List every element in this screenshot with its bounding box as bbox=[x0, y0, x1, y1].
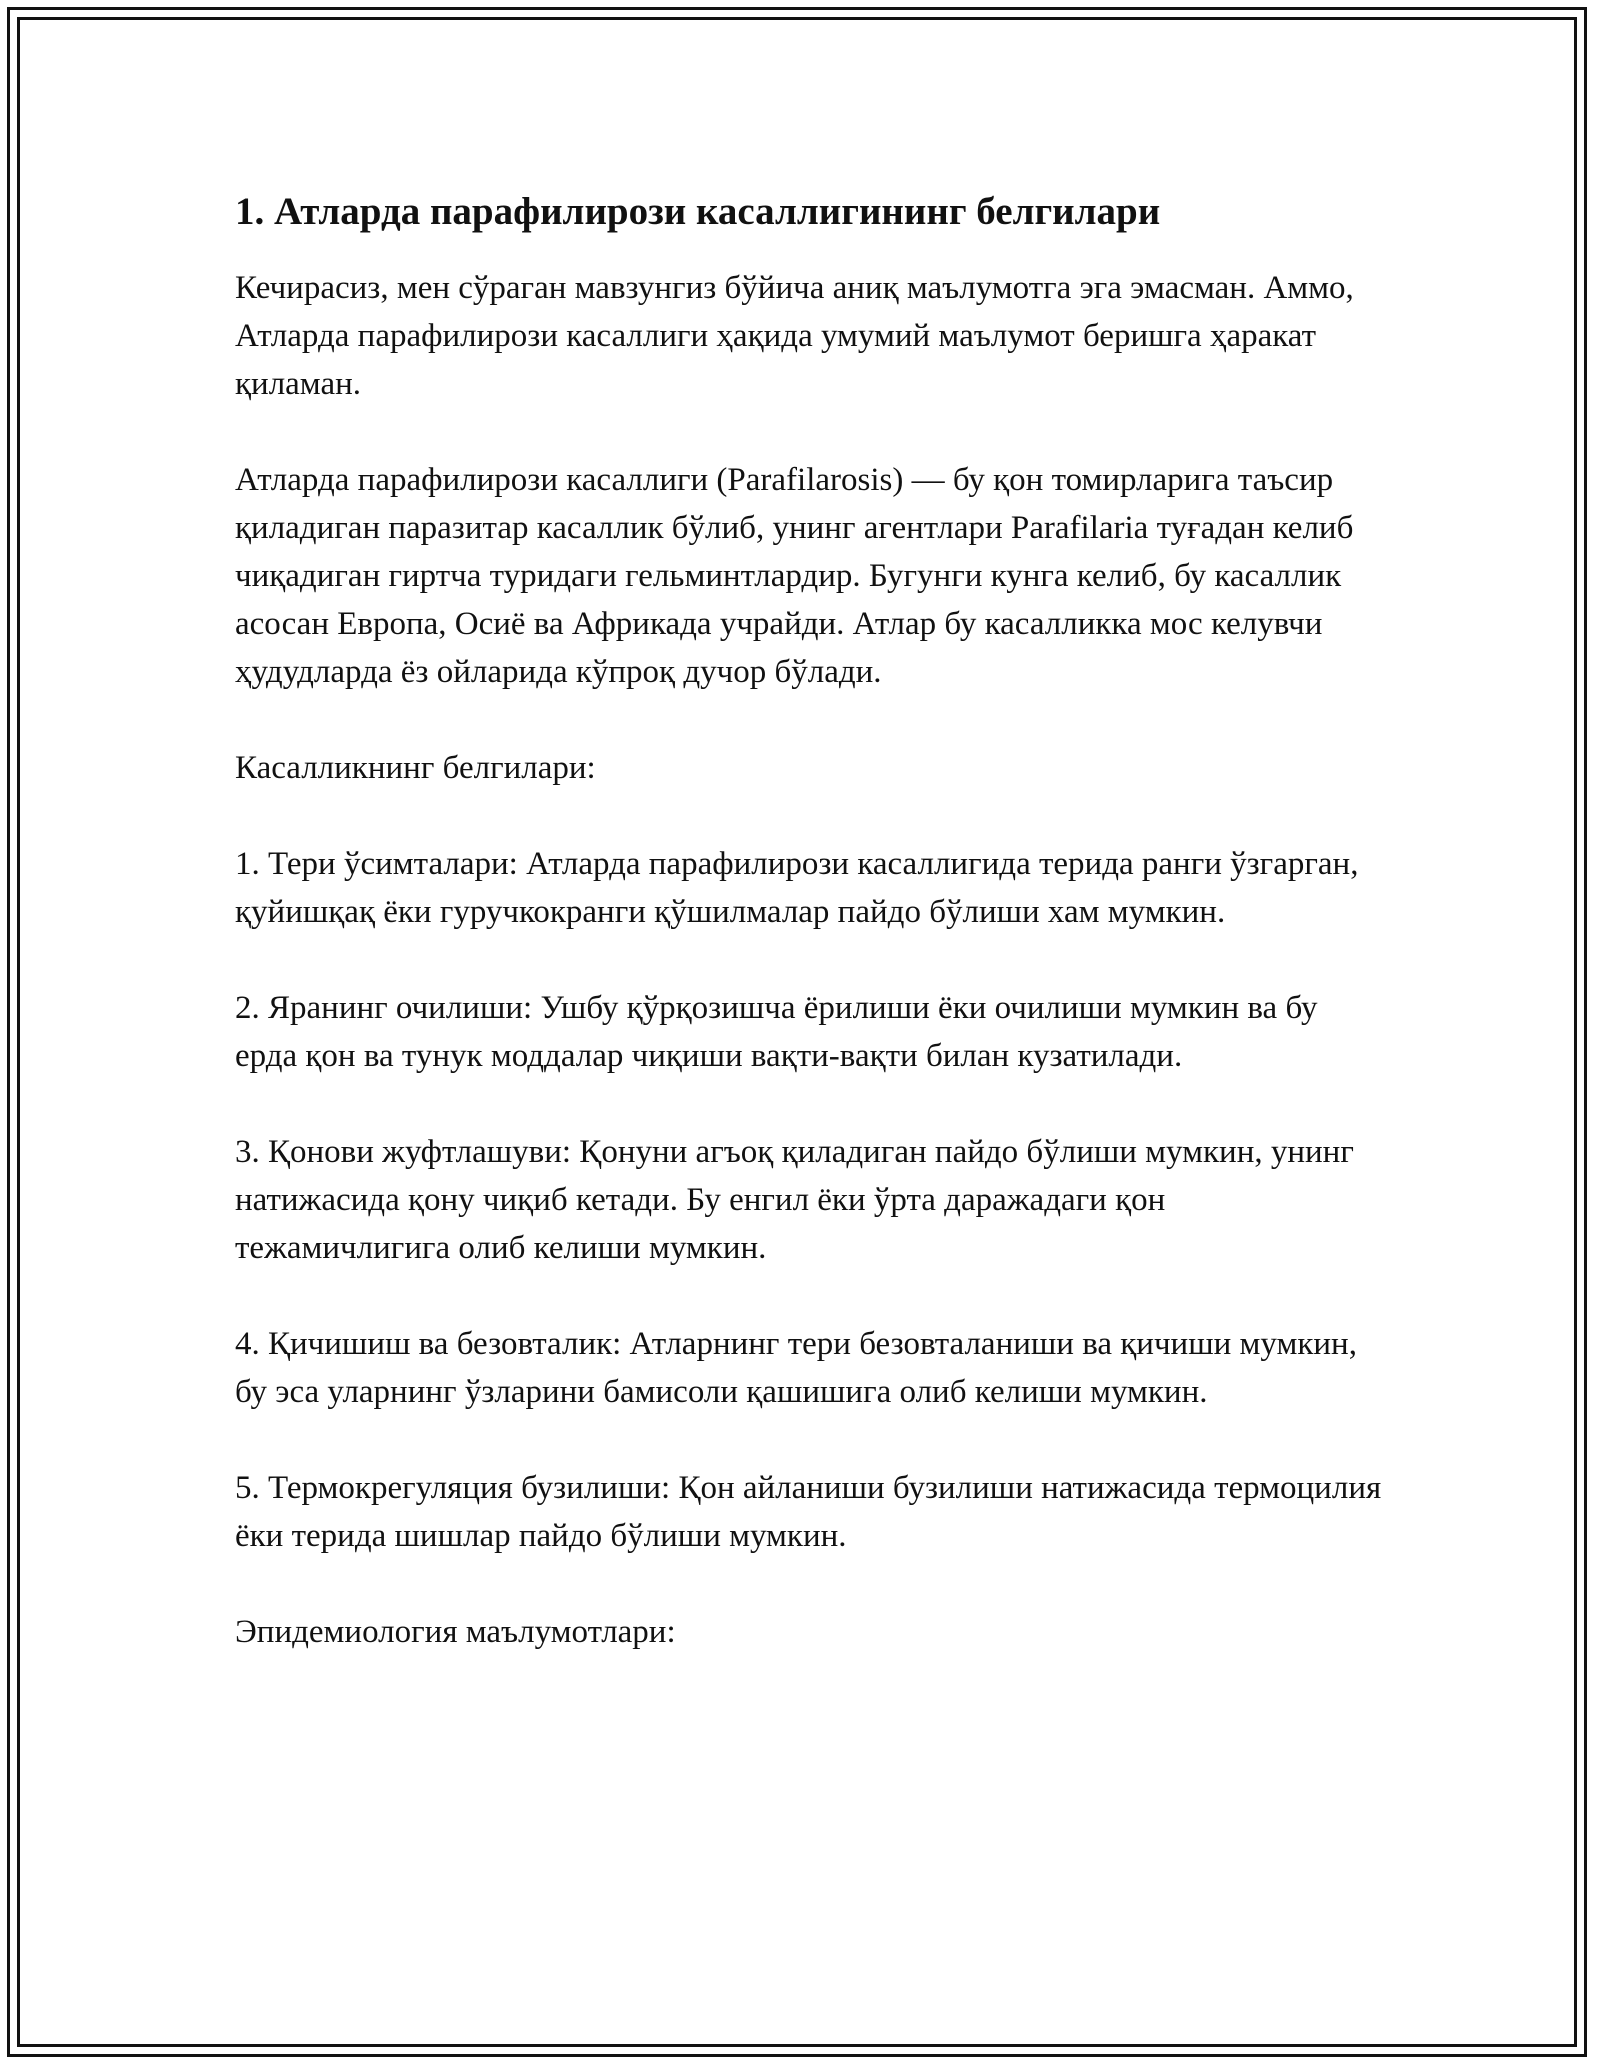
symptom-item-4: 4. Қичишиш ва безовталик: Атларнинг тери безовталаниши ва қичиши мумкин, бу эса уларнинг ўзларини бамисоли қашишига олиб келиши мумкин. bbox=[235, 1326, 1357, 1410]
document-heading: 1. Атларда парафилирози касаллигининг белгилари bbox=[235, 190, 1161, 233]
symptom-item-3: 3. Қонови жуфтлашуви: Қонуни агъоқ қиладиган пайдо бўлиши мумкин, унинг натижасида қону чиқиб кетади. Бу енгил ёки ўрта даражадаги қон тежамичлигига олиб келиши мумкин. bbox=[235, 1134, 1354, 1266]
symptom-item-5: 5. Термокрегуляция бузилиши: Қон айланиши бузилиши натижасида термоцилия ёки терида шишлар пайдо бўлиши мумкин. bbox=[235, 1470, 1382, 1554]
description-paragraph: Атларда парафилирози касаллиги (Parafilarosis) — бу қон томирларига таъсир қиладиган паразитар касаллик бўлиб, унинг агентлари Parafilaria туғадан келиб чиқадиган гиртча туридаги гельминтлардир. Бугунги кунга келиб, бу касаллик асосан Европа, Осиё ва Африкада учрайди. Атлар бу касалликка мос келувчи ҳудудларда ёз ойларида кўпроқ дучор бўлади. bbox=[235, 462, 1354, 690]
symptoms-heading: Касалликнинг белгилари: bbox=[235, 750, 596, 786]
symptom-item-2: 2. Яранинг очилиши: Ушбу қўрқозишча ёрилиши ёки очилиши мумкин ва бу ерда қон ва тунук моддалар чиқиши вақти-вақти билан кузатилади. bbox=[235, 990, 1318, 1074]
document-body bbox=[235, 188, 1385, 1656]
intro-paragraph: Кечирасиз, мен сўраган мавзунгиз бўйича аниқ маълумотга эга эмасман. Аммо, Атларда парафилирози касаллиги ҳақида умумий маълумот беришга ҳаракат қиламан. bbox=[235, 270, 1354, 402]
epidemiology-heading: Эпидемиология маълумотлари: bbox=[235, 1614, 676, 1650]
symptom-item-1: 1. Тери ўсимталари: Атларда парафилирози касаллигида терида ранги ўзгарган, қуйишқақ ёки гуручкокранги қўшилмалар пайдо бўлиши хам мумкин. bbox=[235, 846, 1359, 930]
